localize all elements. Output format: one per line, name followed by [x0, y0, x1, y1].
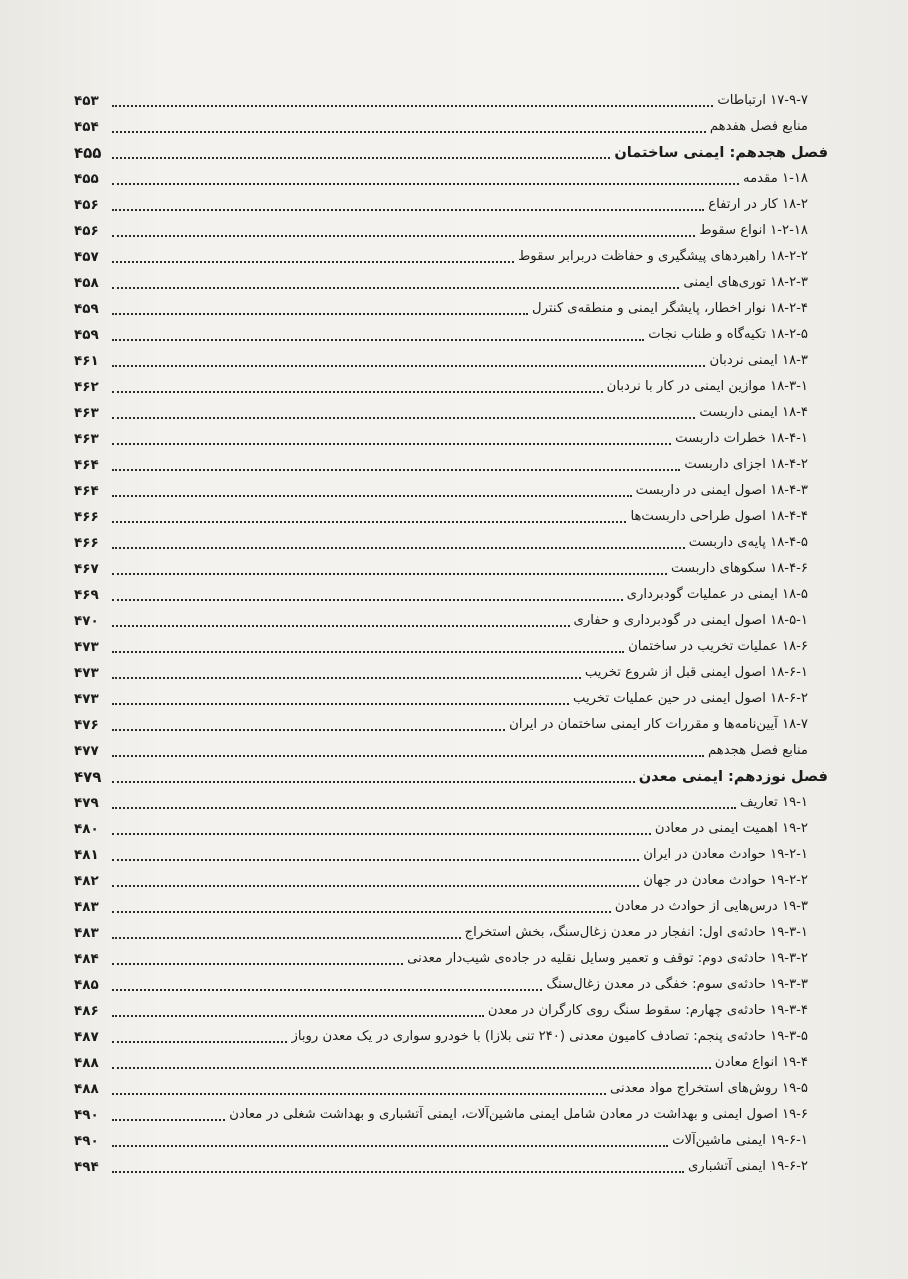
toc-entry-row	[74, 1154, 828, 1180]
page-number: ۴۶۷	[74, 561, 99, 577]
toc-entry-row	[74, 868, 828, 894]
toc-entry-title: ۱۸-۵ ایمنی در عملیات گودبرداری	[626, 587, 808, 602]
toc-entry-title: ۱۸-۲-۵ تکیه‌گاه و طناب نجات	[648, 327, 808, 342]
toc-entry-row	[74, 296, 828, 322]
page-number: ۴۷۳	[74, 665, 99, 681]
page-number: ۴۶۴	[74, 457, 99, 473]
toc-entry-row	[74, 244, 828, 270]
page-number: ۴۸۳	[74, 925, 99, 941]
toc-entry-row	[74, 530, 828, 556]
dot-leader	[112, 677, 581, 679]
toc-entry-title: ۱۸-۲-۲ راهبردهای پیشگیری و حفاظت دربرابر سقوط	[518, 249, 808, 264]
page-number: ۴۶۳	[74, 405, 99, 421]
page-number: ۴۶۹	[74, 587, 99, 603]
dot-leader	[112, 1171, 684, 1173]
dot-leader	[112, 157, 610, 159]
page-number: ۴۸۸	[74, 1055, 99, 1071]
page-number: ۴۹۰	[74, 1133, 99, 1149]
page-number: ۴۸۷	[74, 1029, 99, 1045]
toc-entry-title: ۱۸-۷ آیین‌نامه‌ها و مقررات کار ایمنی ساختمان در ایران	[509, 717, 808, 732]
toc-entry-row	[74, 972, 828, 998]
toc-entry-row	[74, 634, 828, 660]
toc-entry-title: ۱۸-۲-۳ توری‌های ایمنی	[683, 275, 808, 290]
toc-entry-title: ۱۸-۶ عملیات تخریب در ساختمان	[628, 639, 808, 654]
toc-entry-title: ۱۹-۲-۲ حوادث معادن در جهان	[643, 873, 808, 888]
chapter-title: فصل هجدهم: ایمنی ساختمان	[614, 144, 828, 161]
dot-leader	[112, 703, 569, 705]
chapter-heading-row	[74, 764, 828, 790]
toc-entry-row	[74, 660, 828, 686]
toc-entry-title: ۱۸-۴-۶ سکوهای داربست	[671, 561, 808, 576]
dot-leader	[112, 573, 667, 575]
toc-entry-title: ۱۹-۵ روش‌های استخراج مواد معدنی	[610, 1081, 808, 1096]
dot-leader	[112, 521, 626, 523]
dot-leader	[112, 989, 542, 991]
toc-entry-title: ۱۹-۳-۳ حادثه‌ی سوم: خفگی در معدن زغال‌سنگ	[546, 977, 808, 992]
dot-leader	[112, 469, 680, 471]
page-number: ۴۷۹	[74, 768, 102, 786]
toc-entry-title: ۱۹-۶-۲ ایمنی آتشباری	[688, 1159, 808, 1174]
toc-entry-row	[74, 374, 828, 400]
toc-entry-title: ۱۸-۳-۱ موازین ایمنی در کار با نردبان	[606, 379, 808, 394]
toc-entry-title: ۱۸-۴-۳ اصول ایمنی در داربست	[635, 483, 808, 498]
dot-leader	[112, 729, 505, 731]
toc-entry-title: ۱۸-۵-۱ اصول ایمنی در گودبرداری و حفاری	[573, 613, 808, 628]
toc-entry-row	[74, 426, 828, 452]
page-number: ۴۹۰	[74, 1107, 99, 1123]
toc-entry-row	[74, 608, 828, 634]
toc-entry-row	[74, 790, 828, 816]
page-number: ۴۸۸	[74, 1081, 99, 1097]
dot-leader	[112, 911, 611, 913]
toc-entry-title: ۱۸-۶-۲ اصول ایمنی در حین عملیات تخریب	[573, 691, 808, 706]
page-number: ۴۷۳	[74, 639, 99, 655]
page-number: ۴۶۴	[74, 483, 99, 499]
toc-entry-row	[74, 946, 828, 972]
dot-leader	[112, 651, 624, 653]
toc-entry-title: ۱۹-۳-۲ حادثه‌ی دوم: توقف و تعمیر وسایل نقلیه در جاده‌ی شیب‌دار معدنی	[407, 951, 808, 966]
page-number: ۴۸۵	[74, 977, 99, 993]
chapter-title: فصل نوزدهم: ایمنی معدن	[638, 768, 828, 785]
page-number: ۴۵۹	[74, 327, 99, 343]
page-number: ۴۶۶	[74, 535, 99, 551]
dot-leader	[112, 1067, 711, 1069]
dot-leader	[112, 365, 705, 367]
dot-leader	[112, 105, 713, 107]
toc-entry-row	[74, 894, 828, 920]
toc-entry-row	[74, 322, 828, 348]
page-number: ۴۷۹	[74, 795, 99, 811]
dot-leader	[112, 235, 695, 237]
page-number: ۴۵۶	[74, 197, 99, 213]
toc-entry-row	[74, 712, 828, 738]
toc-entry-title: منابع فصل هفدهم	[709, 119, 808, 134]
dot-leader	[112, 807, 736, 809]
dot-leader	[112, 209, 704, 211]
toc-entry-title: ۱-۱۸ مقدمه	[743, 171, 808, 186]
dot-leader	[112, 547, 685, 549]
toc-entry-row	[74, 348, 828, 374]
dot-leader	[112, 339, 644, 341]
toc-entry-title: ۱۹-۳-۴ حادثه‌ی چهارم: سقوط سنگ روی کارگران در معدن	[487, 1003, 808, 1018]
page-number: ۴۸۶	[74, 1003, 99, 1019]
toc-entry-title: ۱۸-۲ کار در ارتفاع	[708, 197, 808, 212]
dot-leader	[112, 183, 739, 185]
toc-entry-row	[74, 400, 828, 426]
toc-entry-title: ۱۸-۴-۵ پایه‌ی داربست	[688, 535, 808, 550]
dot-leader	[112, 261, 514, 263]
toc-entry-row	[74, 114, 828, 140]
dot-leader	[112, 599, 623, 601]
page-number: ۴۵۴	[74, 119, 99, 135]
page-number: ۴۷۰	[74, 613, 99, 629]
table-of-contents	[74, 88, 828, 1180]
toc-entry-row	[74, 452, 828, 478]
dot-leader	[112, 833, 651, 835]
toc-entry-title: ۱۸-۴ ایمنی داربست	[699, 405, 808, 420]
toc-entry-title: ۱۷-۹-۷ ارتباطات	[717, 93, 808, 108]
toc-entry-row	[74, 920, 828, 946]
dot-leader	[112, 781, 635, 783]
toc-entry-row	[74, 816, 828, 842]
page-number: ۴۵۸	[74, 275, 99, 291]
dot-leader	[112, 417, 695, 419]
toc-entry-title: ۱۹-۲-۱ حوادث معادن در ایران	[643, 847, 808, 862]
page-number: ۴۵۳	[74, 93, 99, 109]
toc-entry-row	[74, 556, 828, 582]
toc-entry-title: ۱۹-۴ انواع معادن	[714, 1055, 808, 1070]
toc-entry-row	[74, 1102, 828, 1128]
toc-entry-row	[74, 686, 828, 712]
dot-leader	[112, 937, 461, 939]
dot-leader	[112, 443, 671, 445]
toc-entry-row	[74, 998, 828, 1024]
toc-entry-title: ۱۹-۲ اهمیت ایمنی در معادن	[654, 821, 808, 836]
dot-leader	[112, 1093, 606, 1095]
chapter-heading-row	[74, 140, 828, 166]
dot-leader	[112, 313, 528, 315]
toc-entry-title: ۱۹-۳-۱ حادثه‌ی اول: انفجار در معدن زغال‌سنگ، بخش استخراج	[464, 925, 808, 940]
toc-entry-row	[74, 270, 828, 296]
toc-entry-row	[74, 1076, 828, 1102]
dot-leader	[112, 625, 570, 627]
toc-entry-row	[74, 738, 828, 764]
page-number: ۴۵۵	[74, 171, 99, 187]
toc-entry-row	[74, 478, 828, 504]
page-number: ۴۸۰	[74, 821, 99, 837]
toc-entry-row	[74, 504, 828, 530]
toc-entry-title: ۱۹-۶ اصول ایمنی و بهداشت در معادن شامل ایمنی ماشین‌آلات، ایمنی آتشباری و بهداشت شغلی در معادن	[229, 1107, 808, 1122]
page-number: ۴۶۲	[74, 379, 99, 395]
page-number: ۴۸۱	[74, 847, 99, 863]
toc-entry-title: ۱۹-۱ تعاریف	[740, 795, 808, 810]
toc-entry-title: ۱۹-۳-۵ حادثه‌ی پنجم: تصادف کامیون معدنی (۲۴۰ تنی بلازا) با خودرو سواری در یک معدن روباز	[291, 1029, 808, 1044]
toc-entry-title: ۱۸-۳ ایمنی نردبان	[709, 353, 808, 368]
toc-entry-title: ۱۸-۲-۴ نوار اخطار، پایشگر ایمنی و منطقه‌ی کنترل	[532, 301, 808, 316]
page-number: ۴۶۶	[74, 509, 99, 525]
toc-entry-row	[74, 166, 828, 192]
dot-leader	[112, 755, 704, 757]
page-number: ۴۷۶	[74, 717, 99, 733]
dot-leader	[112, 287, 679, 289]
toc-entry-row	[74, 218, 828, 244]
toc-entry-title: ۱۸-۴-۲ اجزای داربست	[684, 457, 808, 472]
toc-entry-row	[74, 88, 828, 114]
page-number: ۴۹۴	[74, 1159, 99, 1175]
dot-leader	[112, 131, 706, 133]
page-number: ۴۵۹	[74, 301, 99, 317]
page-number: ۴۵۷	[74, 249, 99, 265]
toc-entry-title: منابع فصل هجدهم	[708, 743, 808, 758]
dot-leader	[112, 1015, 484, 1017]
toc-entry-title: ۱۸-۴-۴ اصول طراحی داربست‌ها	[630, 509, 808, 524]
dot-leader	[112, 859, 639, 861]
toc-entry-title: ۱۹-۳ درس‌هایی از حوادث در معادن	[614, 899, 808, 914]
page-number: ۴۶۳	[74, 431, 99, 447]
page-number: ۴۷۳	[74, 691, 99, 707]
toc-entry-row	[74, 1024, 828, 1050]
page-number: ۴۸۳	[74, 899, 99, 915]
toc-entry-row	[74, 1050, 828, 1076]
page-number: ۴۵۶	[74, 223, 99, 239]
dot-leader	[112, 495, 632, 497]
page-number: ۴۶۱	[74, 353, 99, 369]
toc-entry-row	[74, 1128, 828, 1154]
page-number: ۴۸۴	[74, 951, 99, 967]
page-number: ۴۵۵	[74, 144, 102, 162]
dot-leader	[112, 1145, 668, 1147]
toc-entry-title: ۱۸-۶-۱ اصول ایمنی قبل از شروع تخریب	[584, 665, 808, 680]
page-number: ۴۷۷	[74, 743, 99, 759]
toc-entry-title: ۱-۲-۱۸ انواع سقوط	[699, 223, 808, 238]
dot-leader	[112, 885, 639, 887]
toc-entry-title: ۱۸-۴-۱ خطرات داربست	[675, 431, 808, 446]
dot-leader	[112, 1119, 225, 1121]
toc-entry-row	[74, 582, 828, 608]
dot-leader	[112, 1041, 287, 1043]
dot-leader	[112, 963, 403, 965]
toc-entry-title: ۱۹-۶-۱ ایمنی ماشین‌آلات	[672, 1133, 808, 1148]
toc-entry-row	[74, 192, 828, 218]
toc-entry-row	[74, 842, 828, 868]
dot-leader	[112, 391, 603, 393]
page-number: ۴۸۲	[74, 873, 99, 889]
